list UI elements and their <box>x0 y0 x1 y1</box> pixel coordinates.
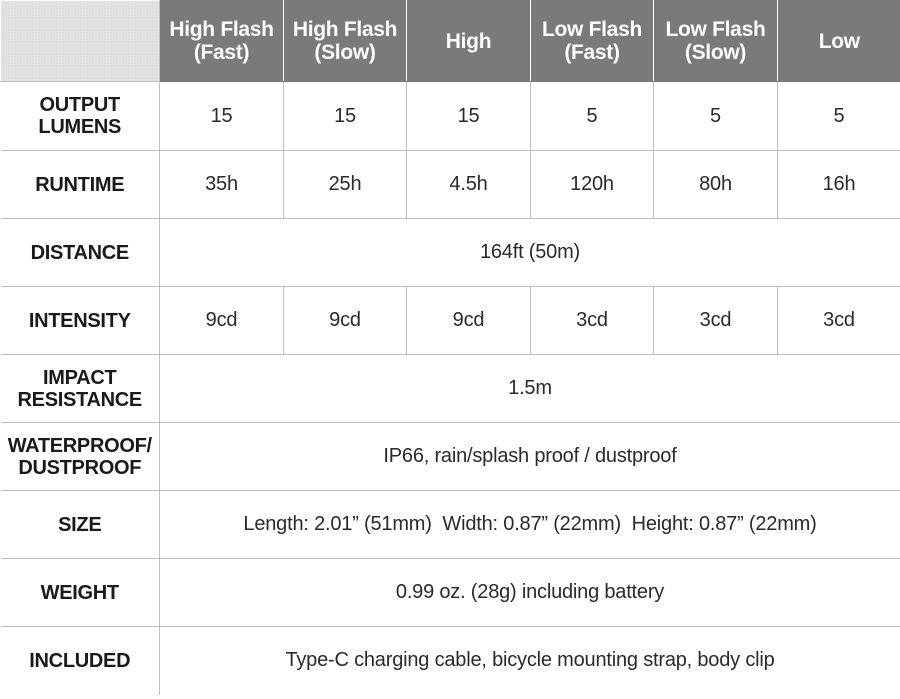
mode-header-low-flash-fast: Low Flash (Fast) <box>531 1 654 82</box>
distance-label: DISTANCE <box>1 219 160 287</box>
weight-value: 0.99 oz. (28g) including battery <box>160 559 900 627</box>
included-label: INCLUDED <box>1 627 160 695</box>
output-value: 5 <box>778 82 900 151</box>
included-value: Type-C charging cable, bicycle mounting strap, body clip <box>160 627 900 695</box>
mode-header-high: High <box>407 1 531 82</box>
runtime-value: 120h <box>531 151 654 219</box>
runtime-value: 35h <box>160 151 284 219</box>
impact-value: 1.5m <box>160 355 900 423</box>
mode-header-low-flash-slow: Low Flash (Slow) <box>654 1 778 82</box>
intensity-value: 3cd <box>531 287 654 355</box>
runtime-value: 25h <box>284 151 407 219</box>
impact-row <box>1 355 900 423</box>
runtime-value: 4.5h <box>407 151 531 219</box>
output-value: 15 <box>284 82 407 151</box>
size-value: Length: 2.01” (51mm) Width: 0.87” (22mm) Height: 0.87” (22mm) <box>160 491 900 559</box>
output-row <box>1 82 900 151</box>
included-row <box>1 627 900 695</box>
output-value: 5 <box>654 82 778 151</box>
impact-label: IMPACT RESISTANCE <box>1 355 160 423</box>
output-value: 15 <box>160 82 284 151</box>
intensity-value: 9cd <box>284 287 407 355</box>
mode-header-low: Low <box>778 1 900 82</box>
waterproof-label: WATERPROOF/ DUSTPROOF <box>1 423 160 491</box>
intensity-row <box>1 287 900 355</box>
size-label: SIZE <box>1 491 160 559</box>
runtime-row <box>1 151 900 219</box>
runtime-value: 80h <box>654 151 778 219</box>
output-value: 5 <box>531 82 654 151</box>
distance-value: 164ft (50m) <box>160 219 900 287</box>
distance-row <box>1 219 900 287</box>
output-label: OUTPUT LUMENS <box>1 82 160 151</box>
runtime-label: RUNTIME <box>1 151 160 219</box>
intensity-label: INTENSITY <box>1 287 160 355</box>
waterproof-row <box>1 423 900 491</box>
weight-label: WEIGHT <box>1 559 160 627</box>
header-row <box>1 1 900 82</box>
mode-header-high-flash-fast: High Flash (Fast) <box>160 1 284 82</box>
size-row <box>1 491 900 559</box>
intensity-value: 3cd <box>778 287 900 355</box>
intensity-value: 9cd <box>160 287 284 355</box>
waterproof-value: IP66, rain/splash proof / dustproof <box>160 423 900 491</box>
mode-header-high-flash-slow: High Flash (Slow) <box>284 1 407 82</box>
intensity-value: 9cd <box>407 287 531 355</box>
weight-row <box>1 559 900 627</box>
corner-cell <box>1 1 160 82</box>
output-value: 15 <box>407 82 531 151</box>
intensity-value: 3cd <box>654 287 778 355</box>
runtime-value: 16h <box>778 151 900 219</box>
